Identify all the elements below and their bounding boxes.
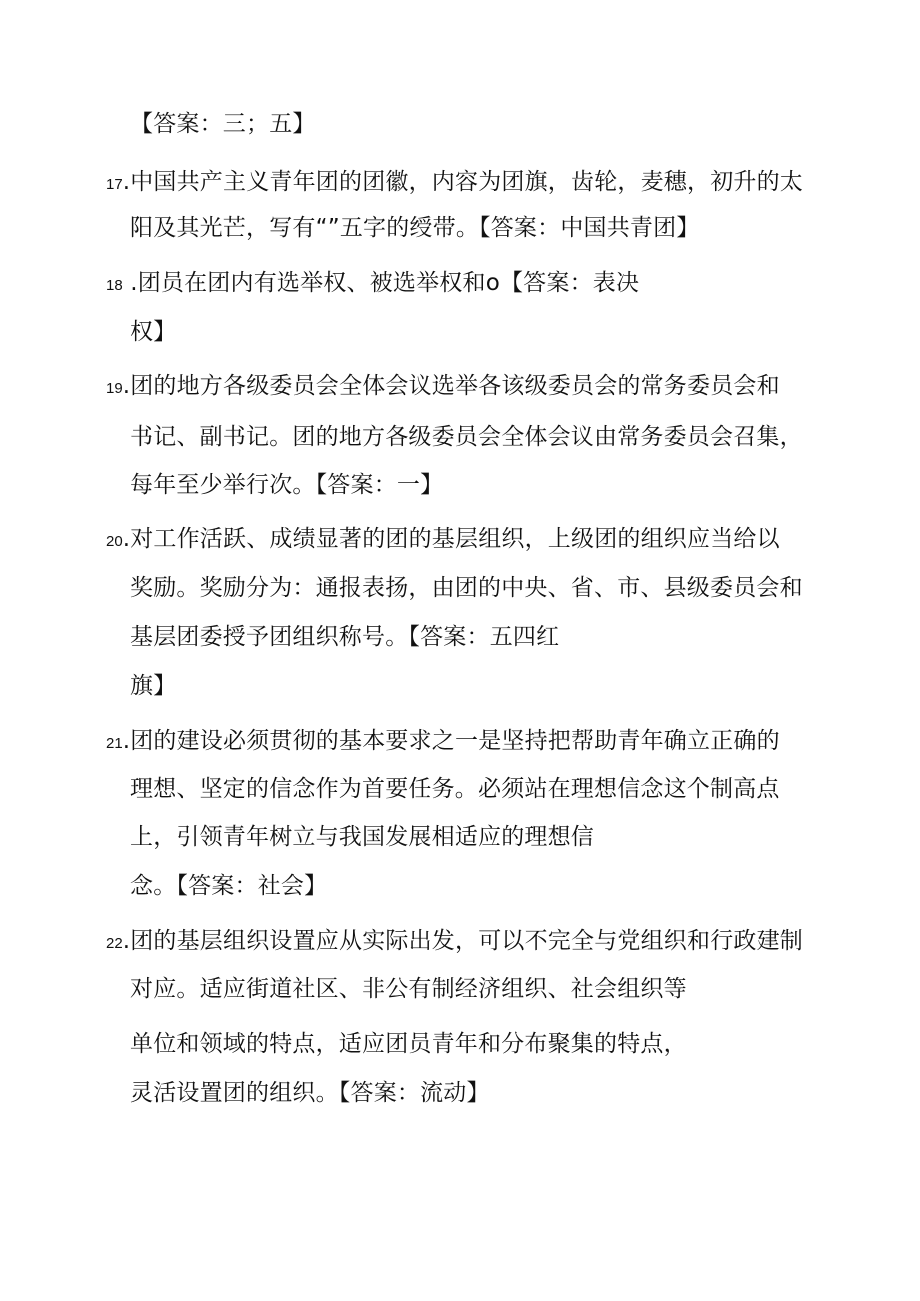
question-19-line-2: 书记、副书记。团的地方各级委员会全体会议由常务委员会召集， [130, 424, 803, 450]
question-22-text-1: .团的基层组织设置应从实际出发，可以不完全与党组织和行政建制 [122, 928, 803, 954]
question-20-line-2: 奖励。奖励分为：通报表扬，由团的中央、省、市、县级委员会和 [130, 575, 803, 601]
question-19-line-3: 每年至少举行次。【答案：一】 [130, 472, 444, 498]
question-22-line-4: 灵活设置团的组织。【答案：流动】 [130, 1080, 490, 1106]
question-18-line-2: 权】 [130, 319, 177, 345]
question-20-line-1 [106, 524, 780, 557]
question-20-line-3: 基层团委授予团组织称号。【答案：五四红 [130, 624, 560, 650]
question-20-line-4: 旗】 [130, 673, 177, 699]
question-17-number: 17 [106, 176, 123, 193]
question-22-line-1 [106, 926, 803, 959]
question-22-number: 22 [106, 935, 123, 952]
question-17-line-1 [106, 167, 803, 200]
question-21-line-2: 理想、坚定的信念作为首要任务。必须站在理想信念这个制高点 [130, 776, 780, 802]
question-19-number: 19 [106, 380, 123, 397]
question-22-line-2: 对应。适应街道社区、非公有制经济组织、社会组织等 [130, 976, 687, 1002]
question-21-line-1 [106, 726, 780, 759]
question-20-number: 20 [106, 533, 123, 550]
question-18-text-1: .团员在团内有选举权、被选举权和o【答案：表决 [122, 270, 640, 296]
question-21-line-4: 念。【答案：社会】 [130, 873, 328, 899]
question-21-number: 21 [106, 735, 123, 752]
question-19-line-1 [106, 371, 780, 404]
question-17-text-1: .中国共产主义青年团的团徽，内容为团旗，齿轮，麦穗，初升的太 [122, 169, 803, 195]
question-19-text-1: .团的地方各级委员会全体会议选举各该级委员会的常务委员会和 [122, 373, 780, 399]
question-21-line-3: 上，引领青年树立与我国发展相适应的理想信 [130, 824, 594, 850]
question-20-text-1: .对工作活跃、成绩显著的团的基层组织，上级团的组织应当给以 [122, 526, 780, 552]
question-17-line-2: 阳及其光芒，写有“”五字的绶带。【答案：中国共青团】 [130, 215, 700, 241]
question-21-text-1: .团的建设必须贯彻的基本要求之一是坚持把帮助青年确立正确的 [122, 728, 780, 754]
answer-16: 【答案：三；五】 [130, 111, 316, 137]
question-18-number: 18 [106, 277, 123, 294]
question-18-line-1 [106, 268, 639, 301]
question-22-line-3: 单位和领域的特点，适应团员青年和分布聚集的特点， [130, 1031, 687, 1057]
